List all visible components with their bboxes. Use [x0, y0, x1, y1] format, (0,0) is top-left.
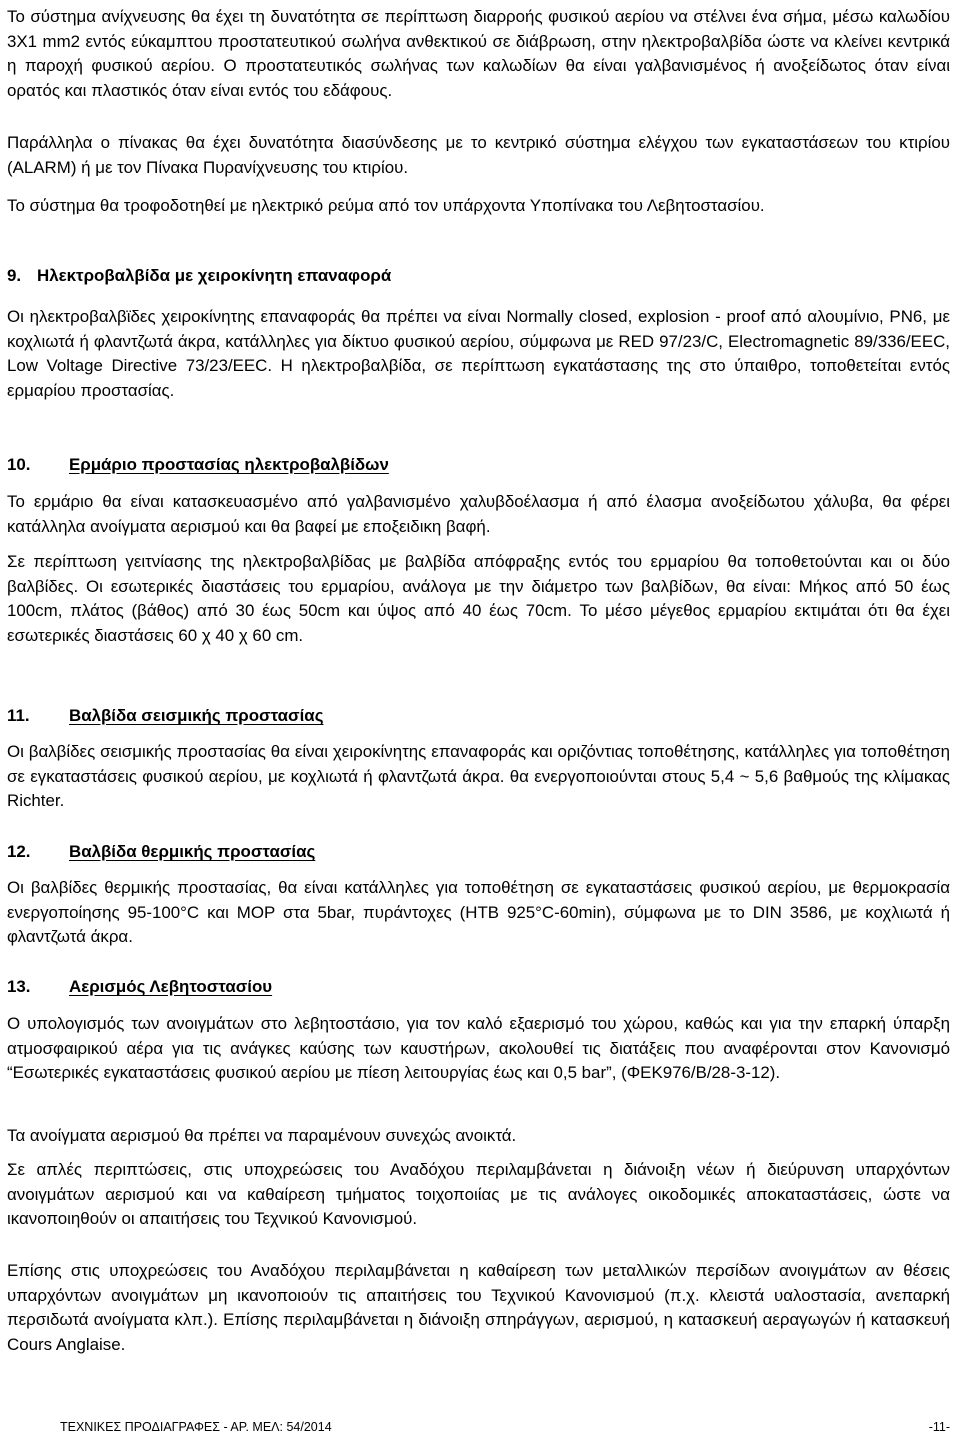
section-10-paragraph-construction: Το ερμάριο θα είναι κατασκευασμένο από γαλβανισμένο χαλυβδοέλασμα ή από έλασμα ανοξείδωτου χάλυβα, θα φέρει κατάλληλα ανοίγματα αερισμού και θα βαφεί με εποξειδικη βαφή. [7, 492, 950, 536]
section-title: Ηλεκτροβαλβίδα με χειροκίνητη επαναφορά [37, 266, 392, 285]
section-13-paragraph-calculation: Ο υπολογισμός των ανοιγμάτων στο λεβητοστάσιο, για τον καλό εξαερισμό του χώρου, καθώς και για την επαρκή ύπαρξη ατμοσφαιρικού αέρα για τις ανάγκες καύσης των καυστήρων, ακολουθεί τις διατάξεις που αναφέρονται στον Κανονισμό “Εσωτερικές εγκαταστάσεις φυσικού αερίου με πίεση λειτουργίας έως και 0,5 bar”, (ΦΕΚ976/Β/28-3-12). [7, 1014, 950, 1083]
section-title: Βαλβίδα σεισμικής προστασίας [69, 706, 324, 725]
page-number: -11- [928, 1420, 950, 1434]
section-number: 11. [7, 706, 30, 725]
section-12-heading [7, 840, 950, 865]
section-10-paragraph-dimensions: Σε περίπτωση γειτνίασης της ηλεκτροβαλβίδας με βαλβίδα απόφραξης εντός του ερμαρίου θα τοποθετούνται και οι δύο βαλβίδες. Οι εσωτερικές διαστάσεις του ερμαρίου, ανάλογα με την διάμετρο των βαλβίδων, θα είναι: Μήκος από 50 έως 100cm, πλάτος (βάθος) από 30 έως 50cm και ύψος από 40 έως 70cm. Το μέσο μέγεθος ερμαρίου εκτιμάται ότι θα έχει εσωτερικές διαστάσεις 60 χ 40 χ 60 cm. [7, 552, 950, 646]
section-number: 13. [7, 977, 31, 996]
section-9-heading [7, 264, 950, 289]
section-13-paragraph-contractor-works: Σε απλές περιπτώσεις, στις υποχρεώσεις του Αναδόχου περιλαμβάνεται η διάνοιξη νέων ή διεύρυνση υπαρχόντων ανοιγμάτων αερισμού και να καθαίρεση τμήματος τοιχοποιίας με τις ανάλογες οικοδομικές αποκαταστάσεις, ώστε να ικανοποιηθούν οι απαιτήσεις του Τεχνικού Κανονισμού. [7, 1160, 950, 1229]
section-11-heading [7, 704, 950, 729]
section-9-paragraph: Οι ηλεκτροβαλβϊδες χειροκίνητης επαναφοράς θα πρέπει να είναι Normally closed, explosion - proof από αλουμίνιο, PN6, με κοχλιωτά ή φλαντζωτά άκρα, κατάλληλες για δίκτυο φυσικού αερίου, σύμφωνα με RED 97/23/C, Electromagnetic 89/336/EEC, Low Voltage Directive 73/23/EEC. Η ηλεκτροβαλβίδα, σε περίπτωση εγκατάστασης της στο ύπαιθρο, τοποθετείται εντός ερμαρίου προστασίας. [7, 307, 950, 401]
section-number: 9. [7, 266, 22, 285]
section-number: 10. [7, 455, 31, 474]
intro-paragraph-alarm-connection: Παράλληλα ο πίνακας θα έχει δυνατότητα διασύνδεσης με το κεντρικό σύστημα ελέγχου των εγκαταστάσεων του κτιρίου (ALARM) ή με τον Πίνακα Πυρανίχνευσης του κτιρίου. [7, 133, 950, 177]
document-reference: ΤΕΧΝΙΚΕΣ ΠΡΟΔΙΑΓΡΑΦΕΣ - ΑΡ. ΜΕΛ: 54/2014 [60, 1420, 332, 1434]
section-13-paragraph-contractor-demolition: Επίσης στις υποχρεώσεις του Αναδόχου περιλαμβάνεται η καθαίρεση των μεταλλικών περσίδων ανοιγμάτων αν θέσεις υπαρχόντων ανοιγμάτων μη ικανοποιούν τις απαιτήσεις του Τεχνικού Κανονισμού (π.χ. κλειστά υαλοστασία, ανεπαρκή περσιδωτά ανοίγματα κλπ.). Επίσης περιλαμβάνεται η διάνοιξη σπηράγγων, αερισμού, η κατασκευή αεραγωγών ή κατασκευή Cours Anglaise. [7, 1261, 950, 1355]
section-13-paragraph-openings: Τα ανοίγματα αερισμού θα πρέπει να παραμένουν συνεχώς ανοικτά. [7, 1126, 517, 1145]
section-title: Αερισμός Λεβητοστασίου [69, 977, 273, 996]
section-13-heading [7, 975, 950, 1000]
intro-paragraph-alarm-signal: Το σύστημα ανίχνευσης θα έχει τη δυνατότητα σε περίπτωση διαρροής φυσικού αερίου να στέλνει ένα σήμα, μέσω καλωδίου 3Χ1 mm2 εντός εύκαμπτου προστατευτικού σωλήνα ανθεκτικού σε διάβρωση, στην ηλεκτροβαλβίδα ώστε να κλείνει κεντρικά η παροχή φυσικού αερίου. Ο προστατευτικός σωλήνας των καλωδίων θα είναι γαλβανισμένος ή ανοξείδωτος όταν είναι ορατός και πλαστικός όταν είναι εντός του εδάφους. [7, 7, 950, 101]
section-title: Βαλβίδα θερμικής προστασίας [69, 842, 316, 861]
intro-paragraph-power-supply: Το σύστημα θα τροφοδοτηθεί με ηλεκτρικό ρεύμα από τον υπάρχοντα Υποπίνακα του Λεβητοστασίου. [7, 196, 765, 215]
section-10-heading [7, 453, 950, 478]
page-footer [60, 1419, 950, 1435]
section-12-paragraph: Οι βαλβίδες θερμικής προστασίας, θα είναι κατάλληλες για τοποθέτηση σε εγκαταστάσεις φυσικού αερίου, με θερμοκρασία ενεργοποίησης 95-100°C και MOP στα 5bar, πυράντοχες (HTB 925°C-60min), σύμφωνα με το DIN 3586, με κοχλιωτά ή φλαντζωτά άκρα. [7, 878, 950, 947]
section-11-paragraph: Οι βαλβίδες σεισμικής προστασίας θα είναι χειροκίνητης επαναφοράς και οριζόντιας τοποθέτησης, κατάλληλες για τοποθέτηση σε εγκαταστάσεις φυσικού αερίου, με κοχλιωτά ή φλαντζωτά άκρα. θα ενεργοποιούνται στους 5,4 ~ 5,6 βαθμούς της κλίμακας Richter. [7, 742, 950, 811]
section-number: 12. [7, 842, 31, 861]
section-title: Ερμάριο προστασίας ηλεκτροβαλβίδων [69, 455, 389, 474]
